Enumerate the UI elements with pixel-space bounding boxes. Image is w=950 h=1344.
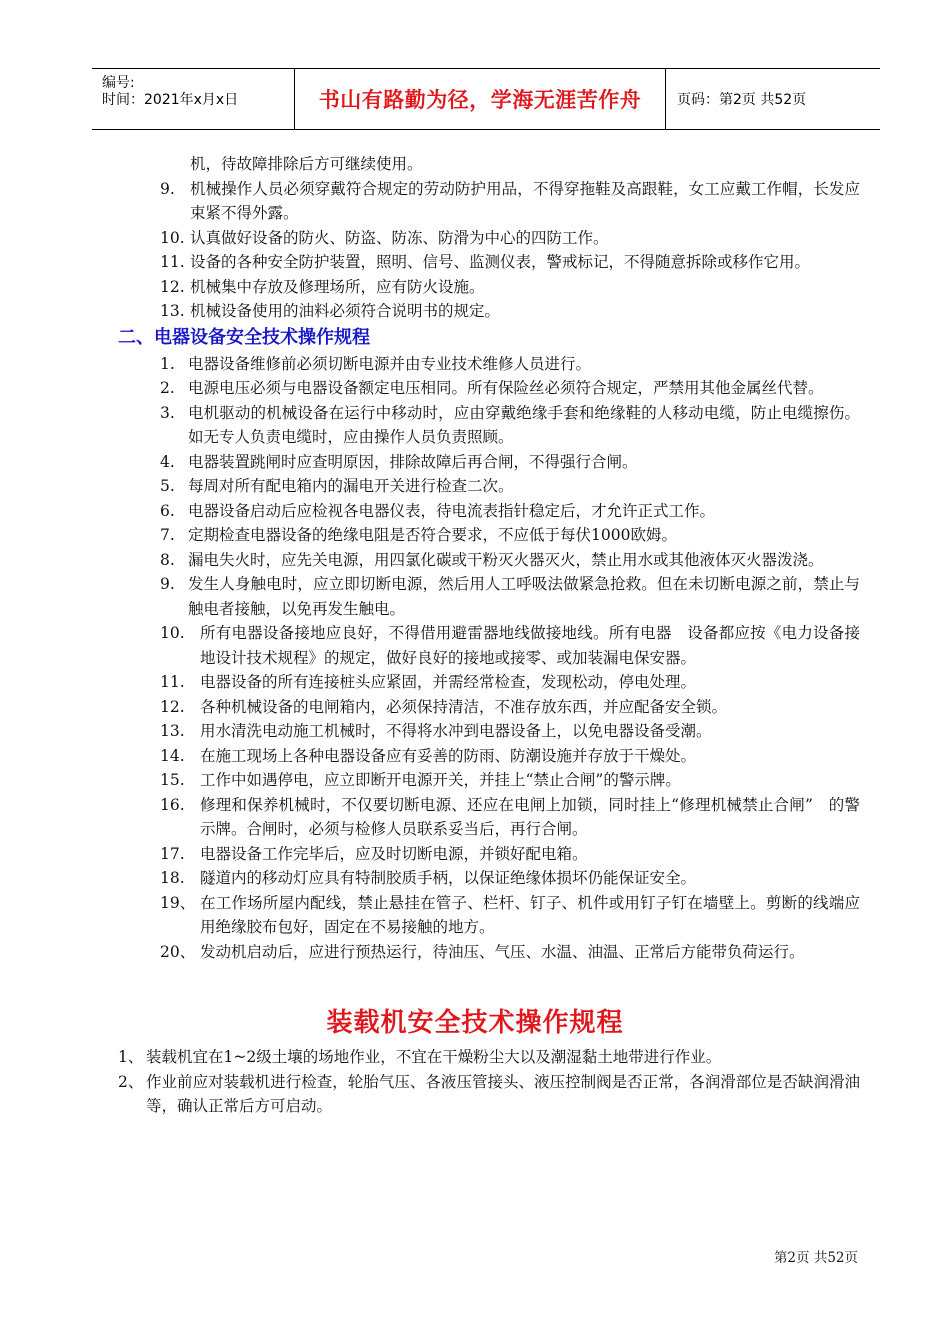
list-item (0, 499, 950, 524)
list-item (0, 376, 950, 401)
list-item-text: 机械操作人员必须穿戴符合规定的劳动防护用品，不得穿拖鞋及高跟鞋，女工应戴工作帽，长发应束紧不得外露。 (190, 179, 860, 222)
list-item (0, 572, 950, 621)
list-item (0, 891, 950, 940)
list-item (0, 695, 950, 720)
list-item-number: 19、 (160, 893, 196, 912)
list-item-text: 在工作场所屋内配线，禁止悬挂在管子、栏杆、钉子、机件或用钉子钉在墙壁上。剪断的线端应用绝缘胶布包好，固定在不易接触的地方。 (200, 893, 860, 936)
list-item-number: 2、 (118, 1072, 144, 1091)
time-label: 时间：2021年x月x日 (102, 92, 239, 108)
list-item-number: 3. (160, 403, 175, 422)
list-item-number: 1. (160, 354, 175, 373)
list-item-number: 9. (160, 575, 175, 593)
list-item-number: 8. (160, 550, 175, 569)
list-item (0, 744, 950, 769)
list-item-text: 工作中如遇停电，应立即断开电源开关，并挂上“禁止合闸”的警示牌。 (200, 771, 681, 789)
list-item (0, 226, 950, 251)
list-item-text: 装载机宜在1~2级土壤的场地作业，不宜在干燥粉尘大以及潮湿黏土地带进行作业。 (146, 1048, 722, 1066)
list-item-number: 5. (160, 477, 175, 495)
header-page-label: 页码：第2页 共52页 (677, 92, 807, 108)
list-item (0, 1070, 950, 1119)
list-item-text: 电器设备维修前必须切断电源并由专业技术维修人员进行。 (188, 354, 592, 373)
list-item (0, 621, 950, 670)
list-item-number: 17. (160, 844, 185, 863)
page-footer: 第2页 共52页 (773, 1250, 858, 1266)
list-item-text: 电器设备的所有连接桩头应紧固，并需经常检查，发现松动，停电处理。 (200, 673, 697, 691)
list-item (0, 719, 950, 744)
page-header (92, 68, 880, 130)
list-item-text: 发动机启动后，应进行预热运行，待油压、气压、水温、油温、正常后方能带负荷运行。 (200, 942, 805, 961)
list-item-number: 10. (160, 624, 185, 642)
list-item-text: 每周对所有配电箱内的漏电开关进行检查二次。 (188, 477, 514, 495)
list-item-number: 9. (160, 179, 175, 198)
list-item-number: 13. (160, 722, 185, 740)
list-item-text: 电源电压必须与电器设备额定电压相同。所有保险丝必须符合规定，严禁用其他金属丝代替。 (188, 379, 824, 397)
list-item (0, 250, 950, 275)
list-item (0, 670, 950, 695)
list-item-number: 13. (160, 302, 185, 320)
list-item (0, 793, 950, 842)
list-item-text: 所有电器设备接地应良好，不得借用避雷器地线做接地线。所有电器 设备都应按《电力设备接地设计技术规程》的规定，做好良好的接地或接零、或加装漏电保安器。 (200, 624, 860, 667)
list-item (0, 842, 950, 867)
list-item (0, 548, 950, 573)
list-item-number: 11. (160, 673, 185, 691)
header-motto: 书山有路勤为径，学海无涯苦作舟 (295, 69, 666, 129)
list-item-text: 在施工现场上各种电器设备应有妥善的防雨、防潮设施并存放于干燥处。 (200, 746, 697, 765)
code-label: 编号: (102, 75, 135, 91)
document-body (0, 152, 950, 1119)
list-item (0, 523, 950, 548)
list-item (0, 275, 950, 300)
list-item-number: 2. (160, 379, 175, 397)
list-item-text: 定期检查电器设备的绝缘电阻是否符合要求，不应低于每伏1000欧姆。 (188, 526, 677, 544)
list-item-text: 认真做好设备的防火、防盗、防冻、防滑为中心的四防工作。 (190, 228, 609, 247)
section-electrical-rules (0, 352, 950, 965)
list-item-text: 机械设备使用的油料必须符合说明书的规定。 (190, 302, 501, 320)
list-item-number: 18. (160, 869, 185, 887)
list-item (0, 1045, 950, 1070)
list-item-text: 机械集中存放及修理场所，应有防火设施。 (190, 277, 485, 296)
list-item (0, 768, 950, 793)
list-item (0, 152, 950, 177)
list-item-text: 修理和保养机械时，不仅要切断电源、还应在电闸上加锁，同时挂上“修理机械禁止合闸” 的警示牌。合闸时，必须与检修人员联系妥当后，再行合闸。 (200, 795, 860, 838)
list-item-text: 隧道内的移动灯应具有特制胶质手柄，以保证绝缘体损坏仍能保证安全。 (200, 869, 697, 887)
list-item-number: 4. (160, 452, 175, 471)
list-item-text: 电器设备工作完毕后，应及时切断电源，并锁好配电箱。 (200, 844, 588, 863)
list-item-number: 14. (160, 746, 185, 765)
list-item (0, 299, 950, 324)
list-item-number: 15. (160, 771, 185, 789)
list-item-text: 机，待故障排除后方可继续使用。 (190, 155, 423, 173)
list-item-number: 12. (160, 277, 185, 296)
section-machinery-rules (0, 152, 950, 324)
list-item (0, 474, 950, 499)
list-item-text: 用水清洗电动施工机械时，不得将水冲到电器设备上，以免电器设备受潮。 (200, 722, 712, 740)
list-item-number: 12. (160, 697, 185, 716)
list-item (0, 866, 950, 891)
list-item (0, 940, 950, 965)
list-item-text: 发生人身触电时，应立即切断电源，然后用人工呼吸法做紧急抢救。但在未切断电源之前，禁止与触电者接触，以免再发生触电。 (188, 575, 860, 618)
list-item-text: 各种机械设备的电闸箱内，必须保持清洁，不准存放东西，并应配备安全锁。 (200, 697, 728, 716)
list-item (0, 352, 950, 377)
section-title-loader: 装载机安全技术操作规程 (326, 1008, 624, 1038)
section-title-electrical: 二、电器设备安全技术操作规程 (118, 326, 370, 348)
list-item-text: 作业前应对装载机进行检查，轮胎气压、各液压管接头、液压控制阀是否正常，各润滑部位是否缺润滑油等，确认正常后方可启动。 (146, 1072, 860, 1115)
list-item-text: 电器设备启动后应检视各电器仪表，待电流表指针稳定后，才允许正式工作。 (188, 501, 716, 520)
list-item-text: 电机驱动的机械设备在运行中移动时，应由穿戴绝缘手套和绝缘鞋的人移动电缆，防止电缆擦伤。如无专人负责电缆时，应由操作人员负责照顾。 (188, 403, 860, 446)
list-item-number: 1、 (118, 1048, 144, 1066)
list-item-text: 设备的各种安全防护装置，照明、信号、监测仪表，警戒标记，不得随意拆除或移作它用。 (190, 253, 811, 271)
list-item-text: 漏电失火时，应先关电源，用四氯化碳或干粉灭火器灭火，禁止用水或其他液体灭火器泼浇。 (188, 550, 824, 569)
list-item-number: 11. (160, 253, 185, 271)
list-item (0, 450, 950, 475)
list-item-number: 10. (160, 228, 185, 247)
section-loader-rules (0, 1045, 950, 1119)
list-item-number: 7. (160, 526, 175, 544)
list-item-number: 20、 (160, 942, 196, 961)
list-item-number: 16. (160, 795, 185, 814)
header-meta-cell (92, 69, 295, 129)
list-item (0, 401, 950, 450)
list-item-text: 电器装置跳闸时应查明原因，排除故障后再合闸，不得强行合闸。 (188, 452, 638, 471)
list-item-number: 6. (160, 501, 175, 520)
list-item (0, 177, 950, 226)
